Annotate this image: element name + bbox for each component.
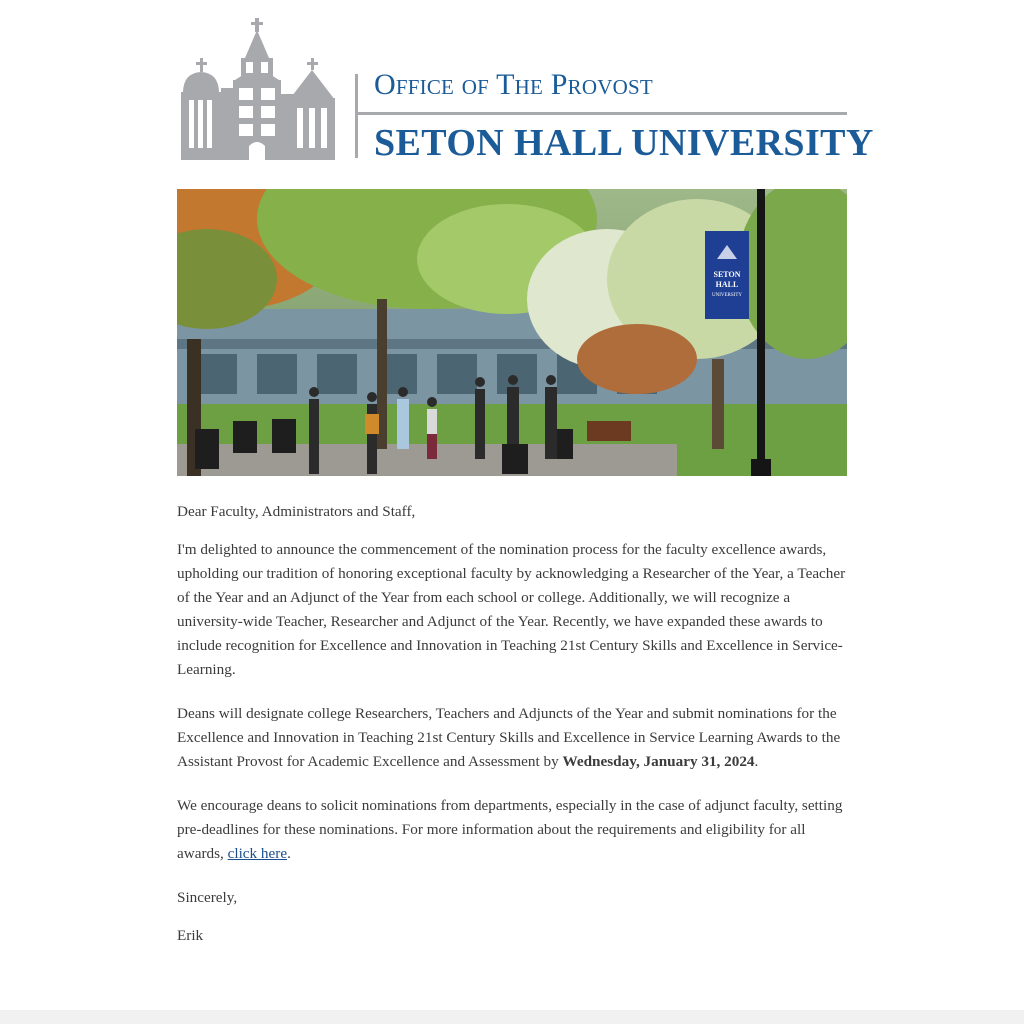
paragraph-more-info [177, 794, 847, 866]
campus-photo [177, 189, 847, 476]
signature: Erik [177, 927, 204, 944]
greeting: Dear Faculty, Administrators and Staff, [177, 503, 416, 520]
closing: Sincerely, [177, 889, 238, 906]
banner-line-1: SETON [713, 270, 741, 279]
cathedral-icon [177, 18, 339, 160]
footer-bar [0, 1010, 1024, 1024]
paragraph-deadline [177, 702, 847, 774]
banner-line-2: HALL [715, 280, 739, 289]
office-title: Office of The Provost [374, 68, 653, 101]
paragraph-more-info-end: . [287, 845, 291, 862]
paragraph-more-info-text: We encourage deans to solicit nominations from departments, especially in the case of adjunct faculty, setting pre-deadlines for these nominations. For more information about the requirements and eligibility for all awards, [177, 797, 843, 862]
paragraph-deadline-text: Deans will designate college Researchers, Teachers and Adjuncts of the Year and submit nominations for the Excellence and Innovation in Teaching 21st Century Skills and Excellence in Service Learning Awards to the Assistant Provost for Academic Excellence and Assessment by [177, 705, 841, 770]
logo-divider-vertical [355, 74, 358, 158]
click-here-link[interactable]: click here [227, 845, 288, 862]
paragraph-announcement: I'm delighted to announce the commencement of the nomination process for the faculty excellence awards, upholding our tradition of honoring exceptional faculty by acknowledging a Researcher of the Year, a Teacher of the Year and an Adjunct of the Year from each school or college. Additionally, we will recognize a university-wide Teacher, Researcher and Adjunct of the Year. Recently, we have expanded these awards to include recognition for Excellence and Innovation in Teaching 21st Century Skills and Excellence in Service-Learning. [177, 541, 846, 678]
deadline-date: Wednesday, January 31, 2024 [562, 753, 755, 770]
email-content [177, 0, 874, 944]
letter-body [177, 500, 847, 968]
banner-line-3: UNIVERSITY [712, 293, 742, 298]
paragraph-deadline-end: . [754, 753, 759, 770]
email-header [177, 0, 874, 189]
university-name: SETON HALL UNIVERSITY [374, 122, 874, 164]
logo-divider-horizontal [358, 112, 847, 115]
